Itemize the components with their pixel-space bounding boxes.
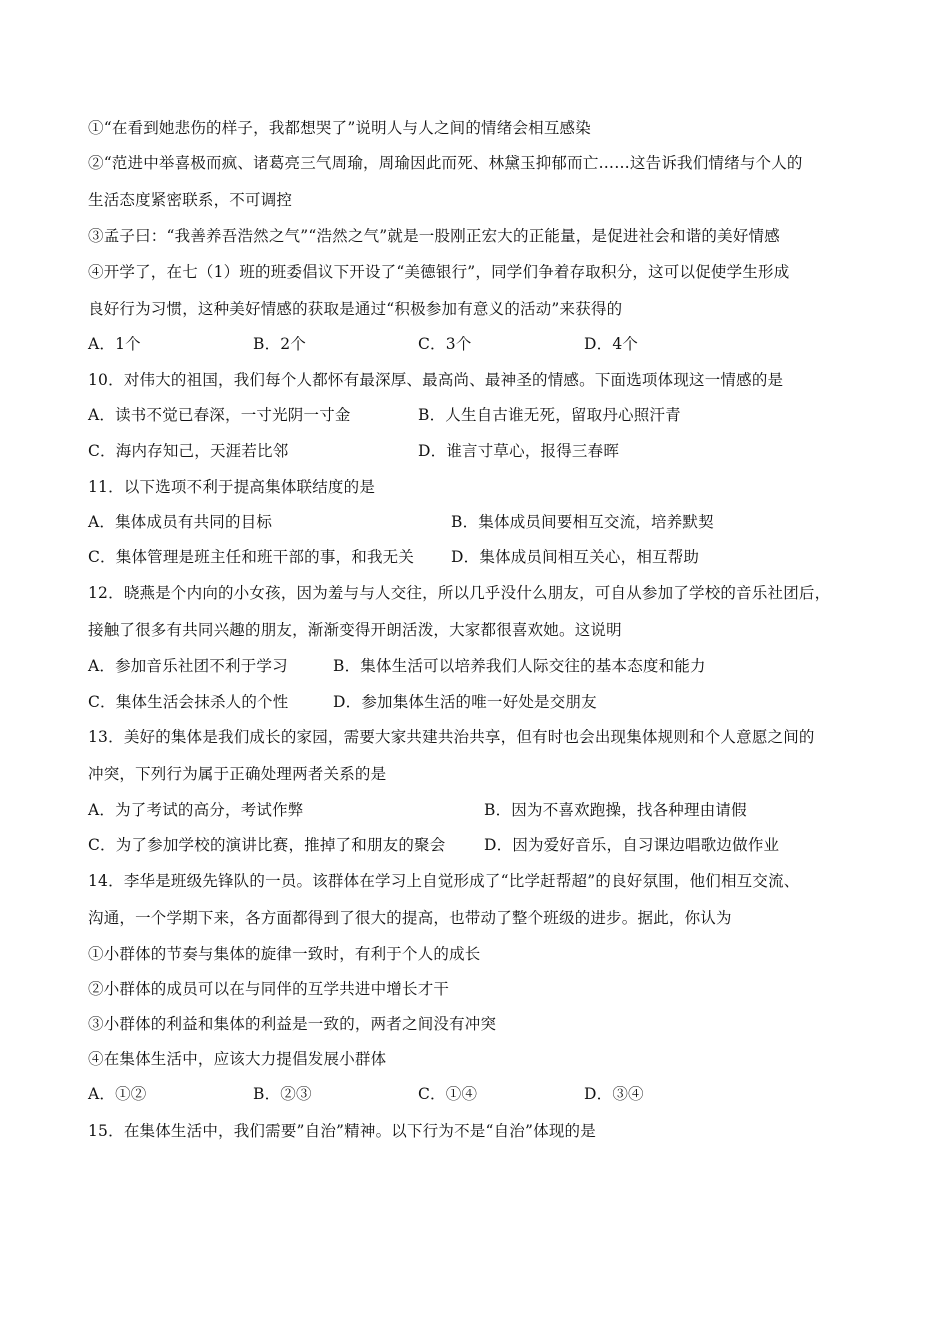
q9-statement-3: ③孟子曰：“我善养吾浩然之气”“浩然之气”就是一股刚正宏大的正能量，是促进社会和谐的美好情感 xyxy=(88,227,780,245)
q15-stem: 15．在集体生活中，我们需要”自治”精神。以下行为不是“自治”体现的是 xyxy=(88,1122,596,1140)
q9-statement-2-line2: 生活态度紧密联系，不可调控 xyxy=(88,191,293,209)
q14-stem-line2: 沟通，一个学期下来，各方面都得到了很大的提高，也带动了整个班级的进步。据此，你认为 xyxy=(88,909,732,927)
q11-option-d: D．集体成员间相互关心，相互帮助 xyxy=(451,548,700,566)
q13-option-d: D．因为爱好音乐，自习课边唱歌边做作业 xyxy=(484,836,780,854)
q13-stem-line1: 13．美好的集体是我们成长的家园，需要大家共建共治共享，但有时也会出现集体规则和个人意愿之间的 xyxy=(88,728,815,746)
q12-option-d: D．参加集体生活的唯一好处是交朋友 xyxy=(333,693,597,711)
q13-option-b: B．因为不喜欢跑操，找各种理由请假 xyxy=(484,801,747,819)
q10-option-c: C．海内存知己，天涯若比邻 xyxy=(88,442,289,460)
q9-option-d: D．4个 xyxy=(584,335,639,353)
q14-statement-4: ④在集体生活中，应该大力提倡发展小群体 xyxy=(88,1050,387,1068)
q14-option-d: D．③④ xyxy=(584,1085,644,1103)
q9-option-c: C．3个 xyxy=(418,335,472,353)
q9-statement-1: ①“在看到她悲伤的样子，我都想哭了”说明人与人之间的情绪会相互感染 xyxy=(88,119,591,137)
q12-stem-line2: 接触了很多有共同兴趣的朋友，渐渐变得开朗活泼，大家都很喜欢她。这说明 xyxy=(88,621,622,639)
q12-option-a: A．参加音乐社团不利于学习 xyxy=(88,657,288,675)
q14-option-c: C．①④ xyxy=(418,1085,478,1103)
q9-option-a: A．1个 xyxy=(88,335,141,353)
q14-option-a: A．①② xyxy=(88,1085,147,1103)
q9-statement-4-line2: 良好行为习惯，这种美好情感的获取是通过“积极参加有意义的活动”来获得的 xyxy=(88,300,623,318)
q11-option-c: C．集体管理是班主任和班干部的事，和我无关 xyxy=(88,548,415,566)
q13-option-a: A．为了考试的高分，考试作弊 xyxy=(88,801,304,819)
q11-option-a: A．集体成员有共同的目标 xyxy=(88,513,273,531)
q12-option-c: C．集体生活会抹杀人的个性 xyxy=(88,693,289,711)
q12-stem-line1: 12．晓燕是个内向的小女孩，因为羞与与人交往，所以几乎没什么朋友，可自从参加了学校的音乐社团后， xyxy=(88,584,831,602)
q10-option-d: D．谁言寸草心，报得三春晖 xyxy=(418,442,620,460)
q11-stem: 11．以下选项不利于提高集体联结度的是 xyxy=(88,478,376,496)
q10-stem: 10．对伟大的祖国，我们每个人都怀有最深厚、最高尚、最神圣的情感。下面选项体现这一情感的是 xyxy=(88,371,784,389)
q10-option-b: B．人生自古谁无死，留取丹心照汗青 xyxy=(418,406,681,424)
q11-option-b: B．集体成员间要相互交流，培养默契 xyxy=(451,513,714,531)
q10-option-a: A．读书不觉已春深，一寸光阴一寸金 xyxy=(88,406,351,424)
q9-statement-4-line1: ④开学了，在七（1）班的班委倡议下开设了“美德银行”，同学们争着存取积分，这可以促使学生形成 xyxy=(88,263,790,281)
q13-option-c: C．为了参加学校的演讲比赛，推掉了和朋友的聚会 xyxy=(88,836,446,854)
q9-option-b: B．2个 xyxy=(253,335,307,353)
q13-stem-line2: 冲突，下列行为属于正确处理两者关系的是 xyxy=(88,765,387,783)
q9-statement-2-line1: ②“范进中举喜极而疯、诸葛亮三气周瑜，周瑜因此而死、林黛玉抑郁而亡……这告诉我们情绪与个人的 xyxy=(88,154,803,172)
q14-statement-1: ①小群体的节奏与集体的旋律一致时，有利于个人的成长 xyxy=(88,945,481,963)
q14-statement-3: ③小群体的利益和集体的利益是一致的，两者之间没有冲突 xyxy=(88,1015,497,1033)
q14-stem-line1: 14．李华是班级先锋队的一员。该群体在学习上自觉形成了“比学赶帮超”的良好氛围，他们相互交流、 xyxy=(88,872,800,890)
q14-option-b: B．②③ xyxy=(253,1085,312,1103)
q14-statement-2: ②小群体的成员可以在与同伴的互学共进中增长才干 xyxy=(88,980,450,998)
q12-option-b: B．集体生活可以培养我们人际交往的基本态度和能力 xyxy=(333,657,706,675)
